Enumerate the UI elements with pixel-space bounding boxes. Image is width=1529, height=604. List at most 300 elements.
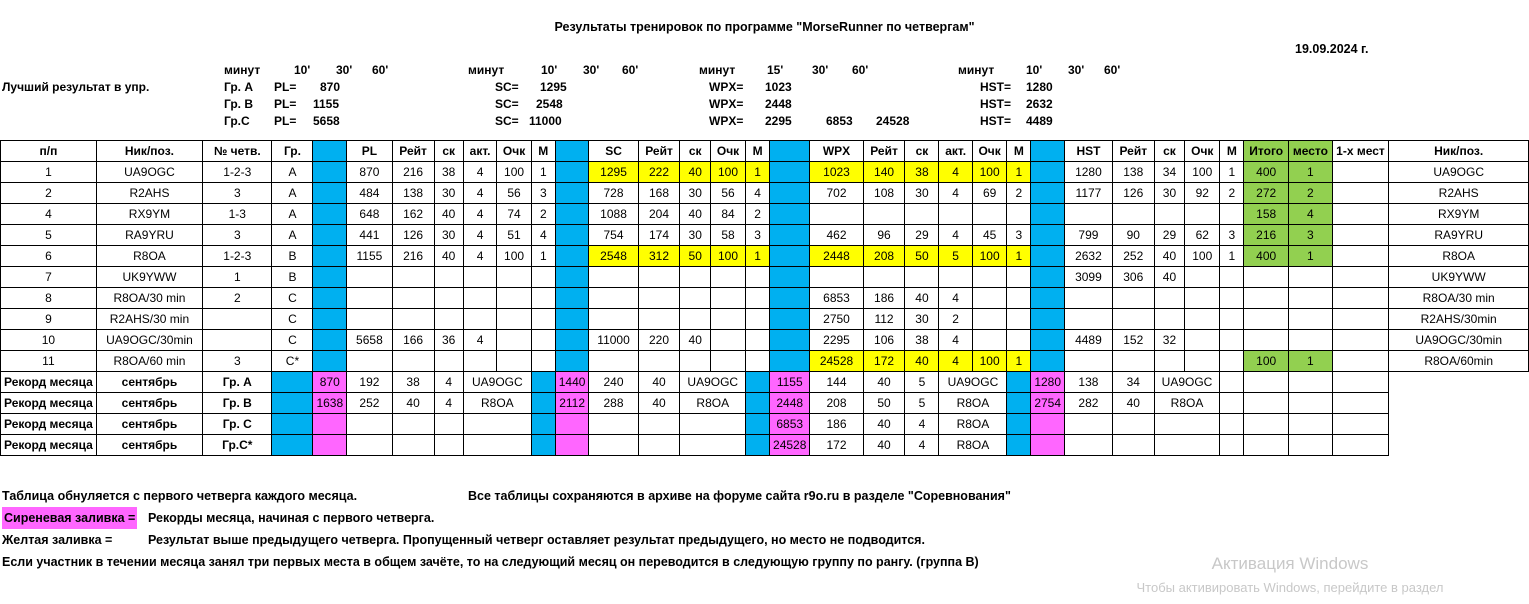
cell-sc_r: 220 <box>638 330 680 351</box>
cell-wpx_a: 4 <box>939 162 972 183</box>
record-cell-wpx: 24528 <box>770 435 810 456</box>
column-header-3: Гр. <box>272 141 313 162</box>
cell-nick: R8OA/30 min <box>96 288 202 309</box>
cell-sc_m <box>746 351 770 372</box>
best-row-c <box>0 113 1529 130</box>
cell-pl: 441 <box>347 225 393 246</box>
record-cell-wpx_s: 50 <box>863 393 905 414</box>
cell-nick2: RA9YRU <box>1389 225 1529 246</box>
best-hst-label-b: HST= <box>980 97 1012 111</box>
record-cell-pl_r: 192 <box>347 372 393 393</box>
minutes-col-4-c: 60' <box>1104 63 1121 77</box>
record-cell-wpx_a: 4 <box>905 414 939 435</box>
cell-sc_s <box>680 351 711 372</box>
cell-hst: 799 <box>1065 225 1113 246</box>
cell-pl_m: 3 <box>531 183 555 204</box>
cell-hst_r: 138 <box>1112 162 1154 183</box>
record-cell-pl_s <box>392 435 434 456</box>
watermark-subtitle: Чтобы активировать Windows, перейдите в раздел <box>1136 580 1444 595</box>
cell-pl_m: 2 <box>531 204 555 225</box>
record-cell-hst_r: 138 <box>1065 372 1113 393</box>
record-cell-spacer <box>1332 372 1389 393</box>
minutes-label-1: минут <box>224 63 261 77</box>
cell-spacer <box>555 309 589 330</box>
cell-wpx_a <box>939 267 972 288</box>
column-header-11 <box>555 141 589 162</box>
cell-wpx_s: 30 <box>905 309 939 330</box>
cell-hst_m: 1 <box>1220 162 1244 183</box>
record-cell-grp: Гр. А <box>203 372 272 393</box>
cell-wpx <box>810 204 863 225</box>
cell-pl_o: 100 <box>497 246 532 267</box>
record-cell-sc_who <box>680 435 746 456</box>
cell-sc_o: 100 <box>710 162 745 183</box>
record-cell-spacer <box>1332 414 1389 435</box>
cell-hst <box>1065 309 1113 330</box>
cell-pl <box>347 309 393 330</box>
best-row-b <box>0 96 1529 113</box>
cell-grp: C <box>272 288 313 309</box>
cell-pl_s: 40 <box>434 204 463 225</box>
cell-pl_r: 216 <box>392 162 434 183</box>
column-header-33: Ник/поз. <box>1389 141 1529 162</box>
cell-sc_o <box>710 288 745 309</box>
cell-total: 100 <box>1244 351 1289 372</box>
column-header-16: М <box>746 141 770 162</box>
note-2b: Рекорды месяца, начиная с первого четверга. <box>148 511 435 525</box>
cell-spacer <box>555 246 589 267</box>
cell-firsts <box>1332 225 1389 246</box>
record-cell-month: сентябрь <box>96 372 202 393</box>
cell-wpx_r: 140 <box>863 162 905 183</box>
cell-hst: 4489 <box>1065 330 1113 351</box>
cell-pl_m <box>531 330 555 351</box>
cell-pl: 648 <box>347 204 393 225</box>
cell-sc_r <box>638 288 680 309</box>
cell-wpx_m: 1 <box>1007 246 1031 267</box>
cell-wpx <box>810 267 863 288</box>
column-header-6: Рейт <box>392 141 434 162</box>
cell-spacer <box>1031 246 1065 267</box>
cell-spacer <box>1031 225 1065 246</box>
cell-sc_o: 84 <box>710 204 745 225</box>
record-cell-wpx_a: 5 <box>905 372 939 393</box>
cell-spacer <box>1031 288 1065 309</box>
record-cell-spacer <box>1244 435 1289 456</box>
record-cell-hst_r: 282 <box>1065 393 1113 414</box>
report-date: 19.09.2024 г. <box>1295 42 1369 56</box>
cell-wpx_o: 100 <box>972 351 1007 372</box>
record-cell-sc <box>555 414 589 435</box>
cell-sc <box>589 309 638 330</box>
cell-wpx_a: 4 <box>939 183 972 204</box>
cell-hst_m <box>1220 204 1244 225</box>
cell-wpx_r: 96 <box>863 225 905 246</box>
cell-sc <box>589 288 638 309</box>
record-cell-wpx_who: R8OA <box>939 393 1007 414</box>
cell-pl_o <box>497 351 532 372</box>
cell-hst_r: 126 <box>1112 183 1154 204</box>
record-cell-pl_a: 4 <box>434 372 463 393</box>
cell-place: 4 <box>1289 204 1333 225</box>
best-pl-c: 5658 <box>313 114 340 128</box>
cell-place: 1 <box>1289 162 1333 183</box>
record-cell-hst_s: 40 <box>1112 393 1154 414</box>
record-cell-sc <box>555 435 589 456</box>
cell-wpx_s <box>905 204 939 225</box>
record-cell-spacer <box>531 393 555 414</box>
record-cell-spacer <box>1332 393 1389 414</box>
cell-pl_s: 30 <box>434 225 463 246</box>
cell-wpx_s: 38 <box>905 162 939 183</box>
record-cell-wpx: 1155 <box>770 372 810 393</box>
cell-hst_m <box>1220 351 1244 372</box>
record-cell-pl_a: 4 <box>434 393 463 414</box>
note-yellow-legend: Желтая заливка = <box>2 533 113 547</box>
cell-pl_m <box>531 351 555 372</box>
cell-spacer <box>313 246 347 267</box>
cell-sc_r: 204 <box>638 204 680 225</box>
cell-wpx_o: 45 <box>972 225 1007 246</box>
cell-sc: 1295 <box>589 162 638 183</box>
column-header-17 <box>770 141 810 162</box>
cell-chet: 1-3 <box>203 204 272 225</box>
record-cell-spacer <box>272 372 313 393</box>
record-cell-spacer <box>1220 414 1244 435</box>
record-cell-spacer <box>1289 372 1333 393</box>
best-pl-b: 1155 <box>313 97 340 111</box>
cell-spacer <box>770 309 810 330</box>
cell-pl <box>347 288 393 309</box>
cell-sc_s <box>680 288 711 309</box>
cell-wpx_a: 4 <box>939 225 972 246</box>
cell-pl_a: 4 <box>463 225 496 246</box>
column-header-26: Рейт <box>1112 141 1154 162</box>
cell-firsts <box>1332 330 1389 351</box>
cell-spacer <box>770 330 810 351</box>
column-header-30: Итого <box>1244 141 1289 162</box>
cell-wpx_m <box>1007 204 1031 225</box>
cell-nick2: R8OA/60min <box>1389 351 1529 372</box>
record-cell-hst_r <box>1065 435 1113 456</box>
cell-total: 400 <box>1244 162 1289 183</box>
cell-pl_r: 216 <box>392 246 434 267</box>
best-wpx-c: 2295 <box>765 114 792 128</box>
record-cell-spacer <box>1007 372 1031 393</box>
cell-wpx_o <box>972 288 1007 309</box>
column-header-7: ск <box>434 141 463 162</box>
cell-pl_o: 100 <box>497 162 532 183</box>
cell-np: 7 <box>1 267 97 288</box>
cell-sc_r <box>638 351 680 372</box>
cell-hst_s <box>1154 288 1185 309</box>
record-cell-wpx_r: 144 <box>810 372 863 393</box>
cell-wpx: 1023 <box>810 162 863 183</box>
cell-hst_o <box>1185 330 1220 351</box>
cell-chet: 1-2-3 <box>203 246 272 267</box>
cell-sc: 728 <box>589 183 638 204</box>
cell-np: 8 <box>1 288 97 309</box>
cell-spacer <box>770 183 810 204</box>
best-wpx-c2: 6853 <box>826 114 853 128</box>
cell-pl_s: 40 <box>434 246 463 267</box>
table-row <box>1 309 1529 330</box>
cell-np: 6 <box>1 246 97 267</box>
cell-pl_r: 166 <box>392 330 434 351</box>
record-cell-hst_who <box>1154 435 1220 456</box>
best-sc-b: 2548 <box>536 97 563 111</box>
cell-wpx: 2448 <box>810 246 863 267</box>
best-wpx-a: 1023 <box>765 80 792 94</box>
column-header-0: п/п <box>1 141 97 162</box>
cell-pl_r: 138 <box>392 183 434 204</box>
cell-spacer <box>313 204 347 225</box>
table-row <box>1 162 1529 183</box>
cell-pl_o <box>497 288 532 309</box>
record-cell-wpx_s: 40 <box>863 372 905 393</box>
cell-pl_s <box>434 267 463 288</box>
column-header-23: М <box>1007 141 1031 162</box>
cell-wpx_s: 38 <box>905 330 939 351</box>
cell-pl_o: 56 <box>497 183 532 204</box>
cell-spacer <box>770 351 810 372</box>
cell-nick: RA9YRU <box>96 225 202 246</box>
cell-sc: 2548 <box>589 246 638 267</box>
record-cell-wpx: 2448 <box>770 393 810 414</box>
cell-grp: C* <box>272 351 313 372</box>
cell-grp: C <box>272 330 313 351</box>
table-row <box>1 288 1529 309</box>
cell-wpx_r: 106 <box>863 330 905 351</box>
cell-spacer <box>313 225 347 246</box>
record-cell-hst <box>1031 435 1065 456</box>
cell-chet: 3 <box>203 183 272 204</box>
cell-wpx_o: 100 <box>972 246 1007 267</box>
cell-wpx_a: 4 <box>939 330 972 351</box>
cell-sc <box>589 267 638 288</box>
record-cell-wpx_who: R8OA <box>939 435 1007 456</box>
record-cell-spacer <box>1220 372 1244 393</box>
cell-sc_m <box>746 309 770 330</box>
cell-pl_m: 1 <box>531 246 555 267</box>
cell-spacer <box>1031 162 1065 183</box>
summary-header-block <box>0 62 1529 130</box>
record-cell-wpx: 6853 <box>770 414 810 435</box>
cell-wpx_m: 3 <box>1007 225 1031 246</box>
record-cell-grp: Гр. С <box>203 414 272 435</box>
record-cell-spacer <box>1007 414 1031 435</box>
record-cell-hst_s <box>1112 414 1154 435</box>
table-row <box>1 351 1529 372</box>
record-cell-spacer <box>1007 435 1031 456</box>
cell-nick: RX9YM <box>96 204 202 225</box>
record-cell-wpx_who: UA9OGC <box>939 372 1007 393</box>
record-cell-spacer <box>746 435 770 456</box>
column-header-19: Рейт <box>863 141 905 162</box>
record-cell-pl_r <box>347 414 393 435</box>
minutes-col-4-b: 30' <box>1068 63 1085 77</box>
cell-spacer <box>313 183 347 204</box>
page-title: Результаты тренировок по программе "MorseRunner по четвергам" <box>554 20 975 34</box>
cell-wpx_m <box>1007 330 1031 351</box>
column-header-22: Очк <box>972 141 1007 162</box>
cell-grp: A <box>272 204 313 225</box>
cell-nick2: UA9OGC <box>1389 162 1529 183</box>
note-4: Если участник в течении месяца занял три первых места в общем зачёте, то на следующий месяц он переводится в следующую группу по рангу. (группа В) <box>2 555 979 569</box>
column-header-10: М <box>531 141 555 162</box>
cell-pl: 1155 <box>347 246 393 267</box>
record-cell-hst: 1280 <box>1031 372 1065 393</box>
cell-pl_s: 38 <box>434 162 463 183</box>
cell-hst_o: 100 <box>1185 162 1220 183</box>
cell-spacer <box>313 288 347 309</box>
cell-pl_o <box>497 330 532 351</box>
record-cell-hst_s: 34 <box>1112 372 1154 393</box>
cell-grp: C <box>272 309 313 330</box>
cell-spacer <box>555 288 589 309</box>
cell-firsts <box>1332 267 1389 288</box>
minutes-label-4: минут <box>958 63 995 77</box>
column-header-13: Рейт <box>638 141 680 162</box>
cell-chet <box>203 309 272 330</box>
record-cell-sc_r: 288 <box>589 393 638 414</box>
cell-spacer <box>1031 351 1065 372</box>
best-sc-c: 11000 <box>529 114 562 128</box>
cell-wpx_r: 172 <box>863 351 905 372</box>
column-header-20: ск <box>905 141 939 162</box>
minutes-col-3-a: 15' <box>767 63 784 77</box>
record-cell-wpx_s: 40 <box>863 414 905 435</box>
record-cell-sc_s: 40 <box>638 372 680 393</box>
record-cell-label: Рекорд месяца <box>1 372 97 393</box>
cell-grp: A <box>272 162 313 183</box>
column-header-24 <box>1031 141 1065 162</box>
column-header-1: Ник/поз. <box>96 141 202 162</box>
best-pl-label-b: PL= <box>274 97 297 111</box>
cell-nick2: R8OA/30 min <box>1389 288 1529 309</box>
record-cell-pl_a <box>434 435 463 456</box>
cell-pl: 484 <box>347 183 393 204</box>
record-cell-spacer <box>1244 414 1289 435</box>
cell-total: 158 <box>1244 204 1289 225</box>
cell-wpx: 2750 <box>810 309 863 330</box>
cell-pl_r <box>392 267 434 288</box>
record-row <box>1 414 1529 435</box>
cell-hst_s <box>1154 204 1185 225</box>
table-row <box>1 204 1529 225</box>
minute-header-row <box>0 62 1529 79</box>
cell-pl_a: 4 <box>463 204 496 225</box>
table-row <box>1 225 1529 246</box>
cell-sc_o: 56 <box>710 183 745 204</box>
cell-sc_r: 312 <box>638 246 680 267</box>
cell-firsts <box>1332 246 1389 267</box>
record-cell-spacer <box>1220 435 1244 456</box>
cell-pl_m <box>531 288 555 309</box>
cell-np: 9 <box>1 309 97 330</box>
column-header-2: № четв. <box>203 141 272 162</box>
cell-sc_m: 4 <box>746 183 770 204</box>
cell-spacer <box>555 204 589 225</box>
cell-wpx_r: 112 <box>863 309 905 330</box>
best-sc-label-a: SC= <box>495 80 519 94</box>
cell-sc_o <box>710 351 745 372</box>
column-header-21: акт. <box>939 141 972 162</box>
cell-total <box>1244 288 1289 309</box>
best-sc-a: 1295 <box>540 80 567 94</box>
cell-hst_r <box>1112 204 1154 225</box>
best-hst-label-c: HST= <box>980 114 1012 128</box>
column-header-15: Очк <box>710 141 745 162</box>
cell-total <box>1244 330 1289 351</box>
cell-hst_s: 30 <box>1154 183 1185 204</box>
cell-hst: 1177 <box>1065 183 1113 204</box>
cell-sc_o: 58 <box>710 225 745 246</box>
column-header-32: 1-х мест <box>1332 141 1389 162</box>
minutes-col-1-a: 10' <box>294 63 311 77</box>
record-cell-month: сентябрь <box>96 393 202 414</box>
record-cell-wpx_a: 5 <box>905 393 939 414</box>
cell-wpx_m <box>1007 309 1031 330</box>
cell-pl <box>347 267 393 288</box>
cell-nick2: RX9YM <box>1389 204 1529 225</box>
cell-spacer <box>555 330 589 351</box>
cell-wpx_a: 4 <box>939 351 972 372</box>
cell-nick: R8OA/60 min <box>96 351 202 372</box>
cell-grp: A <box>272 183 313 204</box>
best-sc-label-c: SC= <box>495 114 519 128</box>
cell-hst <box>1065 351 1113 372</box>
cell-nick: UK9YWW <box>96 267 202 288</box>
table-row <box>1 330 1529 351</box>
cell-firsts <box>1332 204 1389 225</box>
cell-spacer <box>1031 330 1065 351</box>
cell-chet: 3 <box>203 225 272 246</box>
cell-pl_a: 4 <box>463 246 496 267</box>
cell-nick2: UA9OGC/30min <box>1389 330 1529 351</box>
cell-spacer <box>770 162 810 183</box>
minutes-col-1-c: 60' <box>372 63 389 77</box>
cell-nick: UA9OGC <box>96 162 202 183</box>
minutes-col-4-a: 10' <box>1026 63 1043 77</box>
cell-pl_o <box>497 309 532 330</box>
minutes-col-2-a: 10' <box>541 63 558 77</box>
cell-wpx_s: 50 <box>905 246 939 267</box>
cell-chet: 2 <box>203 288 272 309</box>
cell-hst_m <box>1220 330 1244 351</box>
cell-sc_m <box>746 330 770 351</box>
record-cell-sc: 2112 <box>555 393 589 414</box>
cell-wpx_a: 4 <box>939 288 972 309</box>
record-cell-pl_r <box>347 435 393 456</box>
note-1a: Таблица обнуляется с первого четверга каждого месяца. <box>2 489 358 503</box>
cell-np: 2 <box>1 183 97 204</box>
cell-wpx_m: 1 <box>1007 351 1031 372</box>
best-pl-label-a: PL= <box>274 80 297 94</box>
record-row <box>1 372 1529 393</box>
column-header-28: Очк <box>1185 141 1220 162</box>
cell-firsts <box>1332 351 1389 372</box>
best-sc-label-b: SC= <box>495 97 519 111</box>
column-header-8: акт. <box>463 141 496 162</box>
note-3b: Результат выше предыдущего четверга. Пропущенный четверг оставляет результат предыдущего, но место не подводится. <box>148 533 925 547</box>
cell-total: 216 <box>1244 225 1289 246</box>
cell-pl_m: 1 <box>531 162 555 183</box>
record-cell-wpx_a: 4 <box>905 435 939 456</box>
cell-spacer <box>770 288 810 309</box>
record-cell-spacer <box>531 372 555 393</box>
cell-pl_r <box>392 288 434 309</box>
